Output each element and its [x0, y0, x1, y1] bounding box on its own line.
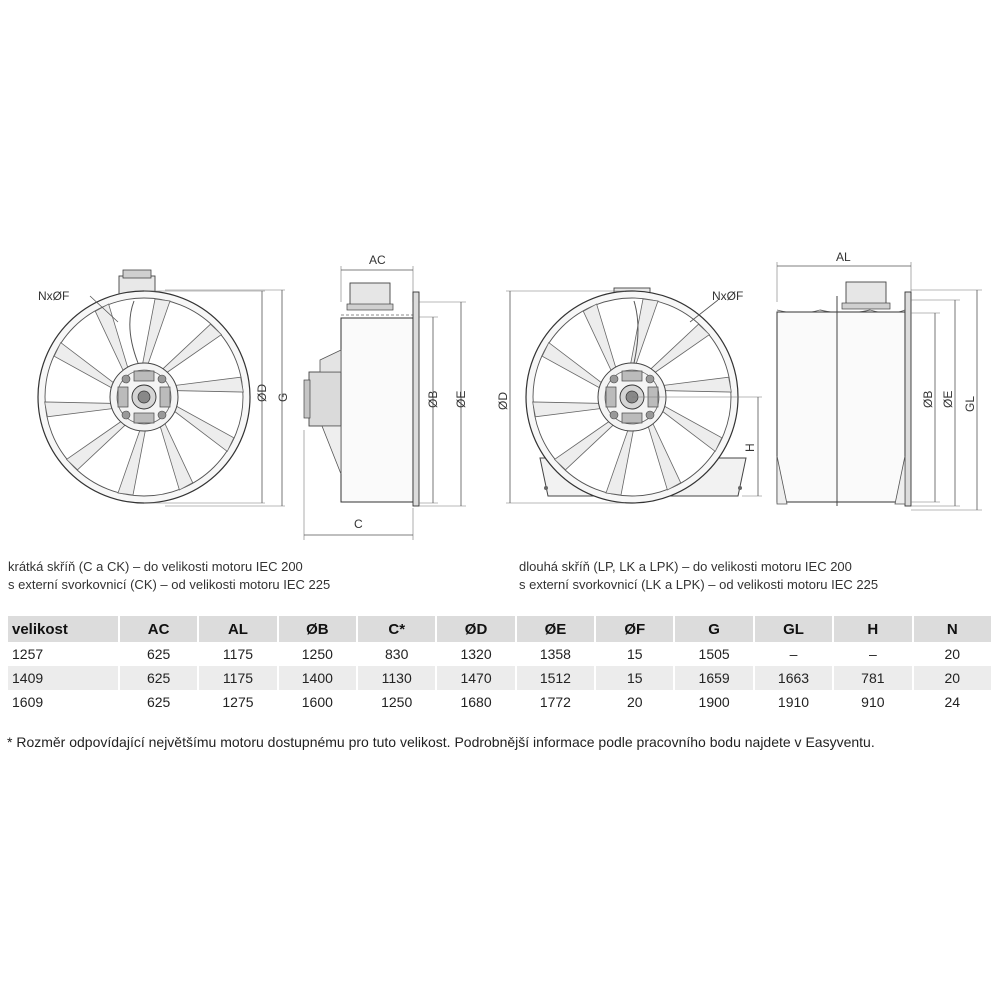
table-cell: 1663 [755, 666, 832, 690]
side-view-long [777, 250, 982, 510]
table-cell: 20 [914, 666, 991, 690]
table-cell: 1659 [675, 666, 752, 690]
table-cell: 625 [146, 694, 171, 710]
table-cell: 1470 [437, 666, 514, 690]
table-cell: 20 [944, 646, 961, 662]
table-cell: 1275 [222, 694, 254, 710]
table-header-row [8, 616, 991, 642]
table-cell: 1250 [301, 646, 333, 662]
g-label: G [276, 392, 290, 402]
b-label-left: ØB [426, 390, 440, 408]
header-b: ØB [279, 616, 356, 642]
short-casing-caption-line2: s externí svorkovnicí (CK) – od velikosti motoru IEC 225 [8, 577, 331, 592]
table-cell: 24 [944, 694, 961, 710]
nxf-label-right: NxØF [712, 289, 744, 303]
header-n: N [914, 616, 991, 642]
e-label-left: ØE [454, 390, 468, 408]
table-cell: 1130 [358, 666, 435, 690]
table-cell: 1600 [301, 694, 333, 710]
table-cell: 15 [626, 646, 643, 662]
table-row [8, 642, 991, 666]
long-casing-caption [519, 558, 878, 594]
gl-label: GL [963, 395, 977, 412]
table-cell: 830 [385, 646, 409, 662]
table-cell: 20 [626, 694, 643, 710]
table-row [8, 690, 991, 714]
table-cell: 1175 [222, 646, 254, 662]
header-c: C* [358, 616, 435, 642]
side-view-short [304, 253, 468, 540]
table-cell: 625 [120, 666, 197, 690]
table-cell: 1910 [777, 694, 810, 710]
h-label: H [743, 443, 757, 452]
al-label: AL [836, 250, 851, 264]
header-ac: AC [120, 616, 197, 642]
front-view-long [496, 288, 762, 503]
dimensions-table [6, 616, 993, 714]
table-cell: 1409 [8, 666, 118, 690]
table-cell: 1320 [460, 646, 492, 662]
table-cell: 1505 [698, 646, 730, 662]
table-cell: – [868, 646, 877, 662]
short-casing-caption-line1: krátká skříň (C a CK) – do velikosti motoru IEC 200 [8, 559, 303, 574]
table-cell: 1680 [460, 694, 492, 710]
header-h: H [834, 616, 911, 642]
front-view-short [38, 270, 290, 506]
header-velikost: velikost [8, 616, 118, 642]
table-cell: 1400 [279, 666, 356, 690]
table-cell: 781 [834, 666, 911, 690]
c-label: C [354, 517, 363, 531]
table-cell: 1250 [381, 694, 413, 710]
header-al: AL [199, 616, 276, 642]
header-e: ØE [517, 616, 594, 642]
long-casing-caption-line2: s externí svorkovnicí (LK a LPK) – od velikosti motoru IEC 225 [519, 577, 879, 592]
header-f: ØF [596, 616, 673, 642]
nxf-label-left: NxØF [38, 289, 70, 303]
short-casing-caption [8, 558, 330, 594]
table-cell: 1512 [517, 666, 594, 690]
table-cell: 1609 [12, 694, 44, 710]
table-cell: 1900 [698, 694, 730, 710]
table-cell: 15 [596, 666, 673, 690]
header-gl: GL [755, 616, 832, 642]
table-cell: 1772 [539, 694, 571, 710]
header-g: G [675, 616, 752, 642]
table-cell: 1257 [12, 646, 44, 662]
header-d: ØD [437, 616, 514, 642]
table-cell: 1358 [539, 646, 571, 662]
d-label-right: ØD [496, 392, 510, 410]
long-casing-caption-line1: dlouhá skříň (LP, LK a LPK) – do velikosti motoru IEC 200 [519, 559, 852, 574]
table-cell: 1175 [199, 666, 276, 690]
table-cell: 910 [861, 694, 885, 710]
table-cell: 625 [146, 646, 171, 662]
e-label-right: ØE [941, 390, 955, 408]
table-row [8, 666, 991, 690]
b-label-right: ØB [921, 390, 935, 408]
d-label-left: ØD [255, 384, 269, 402]
table-cell: – [789, 646, 798, 662]
footnote: * Rozměr odpovídající největšímu motoru dostupnému pro tuto velikost. Podrobnější informace podle pracovního bodu najdete v Easyventu. [7, 734, 875, 750]
ac-label: AC [369, 253, 386, 267]
